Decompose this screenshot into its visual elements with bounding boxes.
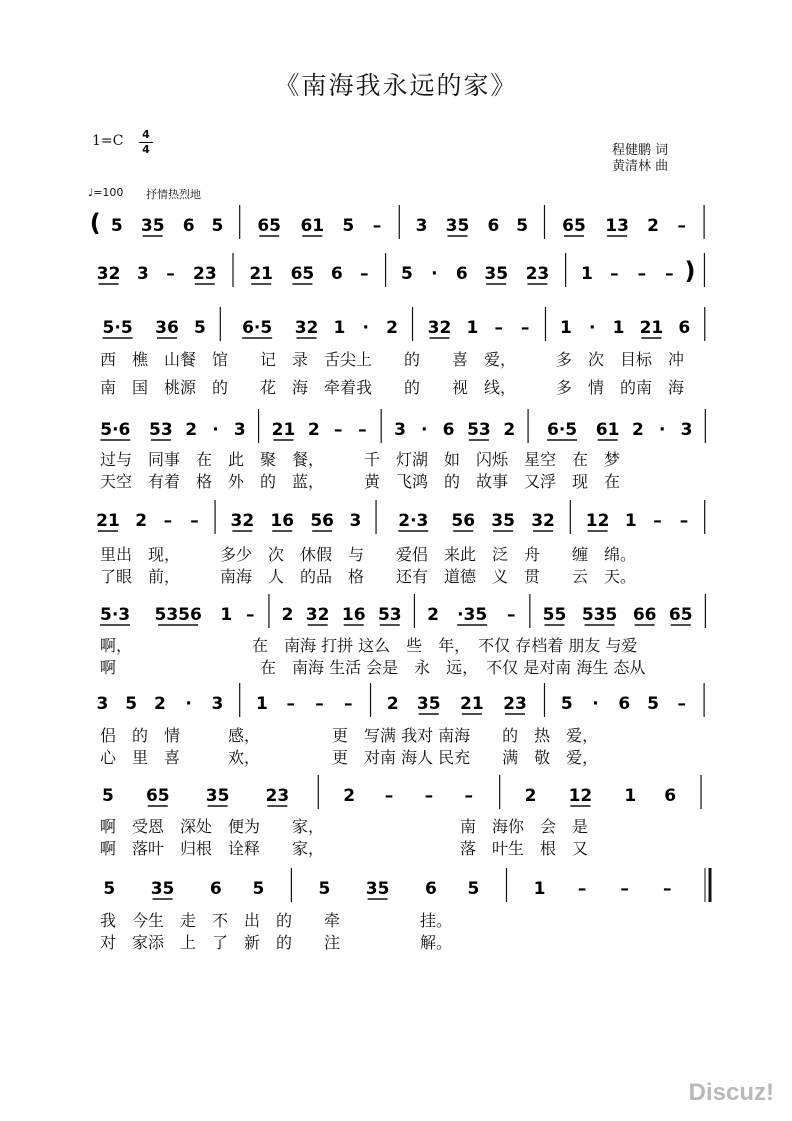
note: – — [343, 694, 353, 714]
note: 2 — [632, 420, 644, 440]
note: 13 — [605, 216, 629, 236]
note: 1 — [624, 786, 637, 806]
note: 55 — [542, 605, 567, 625]
note: 35 — [416, 694, 441, 714]
note: 5 — [211, 216, 224, 236]
lyric-line-6-verse-2: 啊 在 南海 生活 会是 永 远， 不仅 是对南 海生 态从 — [100, 658, 646, 677]
note: · — [588, 318, 596, 338]
note: 2 — [281, 605, 294, 625]
note: 5·6 — [100, 420, 131, 440]
note: 1 — [333, 318, 346, 338]
note: – — [663, 879, 672, 899]
note: · — [592, 694, 599, 714]
note: – — [677, 694, 687, 714]
note: – — [494, 318, 503, 338]
note: 53 — [467, 420, 491, 440]
note: 23 — [525, 264, 550, 284]
note: 12 — [568, 786, 593, 806]
note: 2 — [135, 511, 148, 531]
note: 5 — [193, 318, 206, 338]
note: 5 — [560, 694, 573, 714]
note: 3 — [96, 694, 109, 714]
note: – — [163, 511, 173, 531]
note: – — [333, 420, 343, 440]
lyric-line-4-verse-1: 过与 同事 在 此 聚 餐， 千 灯湖 如 闪烁 星空 在 梦 — [100, 450, 621, 469]
note: – — [384, 786, 394, 806]
note: · — [421, 420, 428, 440]
note: – — [358, 420, 367, 440]
lyric-line-7-verse-2: 心 里 喜 欢， 更 对南 海人 民充 满 敬 爱， — [100, 748, 599, 767]
note: – — [653, 511, 662, 531]
note: 5·3 — [99, 605, 131, 625]
composer-credit: 黄清林 曲 — [612, 159, 669, 174]
note: 21 — [639, 318, 664, 338]
note: 6·5 — [242, 318, 273, 338]
note: 3 — [137, 264, 149, 284]
note: 1 — [581, 264, 593, 284]
note: 35 — [140, 216, 165, 236]
lyric-line-9-verse-1: 我 今生 走 不 出 的 牵 挂。 — [100, 911, 453, 930]
note: – — [286, 694, 295, 714]
note: 36 — [155, 318, 179, 338]
note: – — [679, 511, 689, 531]
note: 32 — [427, 318, 452, 338]
note: 5 — [125, 694, 138, 714]
note: · — [362, 318, 370, 338]
note: – — [637, 264, 647, 284]
lyric-line-7-verse-1: 侣 的 情 感， 更 写满 我对 南海 的 热 爱， — [100, 726, 599, 745]
note: 6 — [618, 694, 631, 714]
tempo-marking: ♩=100 — [88, 186, 124, 199]
note: 3 — [394, 420, 406, 440]
lyric-line-9-verse-2: 对 家添 上 了 新 的 注 解。 — [100, 933, 453, 952]
note: 61 — [595, 420, 620, 440]
note: 1 — [559, 318, 572, 338]
note: 2 — [185, 420, 198, 440]
note: 65 — [290, 264, 315, 284]
note: 65 — [562, 216, 586, 236]
note: 6 — [678, 318, 691, 338]
meter-top: 4 — [142, 128, 150, 141]
note: 5 — [102, 786, 114, 806]
note: · — [658, 420, 666, 440]
note: 5 — [400, 264, 413, 284]
note: 35 — [150, 879, 175, 899]
lyric-line-5-verse-1: 里出 现， 多少 次 休假 与 爱侣 来此 泛 舟 缠 绵。 — [100, 545, 637, 564]
note: 1 — [612, 318, 625, 338]
note: 6·5 — [547, 420, 578, 440]
note: 35 — [205, 786, 230, 806]
note: 5 — [647, 694, 659, 714]
note: ) — [684, 257, 696, 285]
expression-marking: 抒情热烈地 — [146, 188, 201, 201]
note: 5 — [110, 216, 123, 236]
note: 56 — [451, 511, 476, 531]
note: – — [620, 879, 629, 899]
lyric-line-8-verse-1: 啊 受恩 深处 便为 家， 南 海你 会 是 — [100, 817, 589, 836]
note: 16 — [341, 605, 366, 625]
note: 5356 — [154, 605, 202, 625]
note: 23 — [265, 786, 290, 806]
note: 1 — [624, 511, 637, 531]
note: 21 — [460, 694, 484, 714]
note: – — [520, 318, 530, 338]
note: – — [577, 879, 587, 899]
note: 32 — [230, 511, 255, 531]
song-title: 《南海我永远的家》 — [274, 71, 518, 100]
note: 35 — [365, 879, 390, 899]
note: 61 — [300, 216, 325, 236]
note: 3 — [680, 420, 693, 440]
note: 2 — [427, 605, 439, 625]
note: 3 — [233, 420, 246, 440]
note: 2 — [647, 216, 659, 236]
note: 2 — [524, 786, 537, 806]
note: 5 — [318, 879, 331, 899]
note: 2 — [153, 694, 166, 714]
lyric-line-8-verse-2: 啊 落叶 归根 诠释 家， 落 叶生 根 又 — [100, 839, 589, 858]
note: ·35 — [457, 605, 488, 625]
note: 6 — [209, 879, 222, 899]
note: 6 — [455, 264, 468, 284]
note: · — [185, 694, 192, 714]
note: 2 — [343, 786, 356, 806]
note: 65 — [145, 786, 170, 806]
note: 23 — [503, 694, 527, 714]
watermark: Discuz! — [688, 1079, 774, 1106]
note: 6 — [330, 264, 343, 284]
note: · — [212, 420, 219, 440]
note: 535 — [581, 605, 618, 625]
note: 32 — [531, 511, 555, 531]
note: – — [315, 694, 324, 714]
note: 21 — [249, 264, 274, 284]
note: 65 — [668, 605, 693, 625]
note: 1 — [533, 879, 546, 899]
note: 2 — [503, 420, 516, 440]
note: 6 — [182, 216, 195, 236]
note: – — [166, 264, 175, 284]
note: – — [610, 264, 619, 284]
note: 32 — [294, 318, 319, 338]
note: 2 — [386, 318, 399, 338]
note: 21 — [96, 511, 120, 531]
note: 32 — [96, 264, 121, 284]
note: – — [360, 264, 369, 284]
note: 5 — [467, 879, 480, 899]
note: 5 — [252, 879, 265, 899]
note: 6 — [424, 879, 437, 899]
note: – — [464, 786, 474, 806]
note: 6 — [664, 786, 677, 806]
note: 21 — [271, 420, 296, 440]
note: 3 — [415, 216, 428, 236]
lyric-line-3-verse-2: 南 国 桃源 的 花 海 牵着我 的 视 线， 多 情 的南 海 — [100, 378, 685, 397]
note: 5 — [103, 879, 116, 899]
note: 6 — [442, 420, 455, 440]
meter-bottom: 4 — [142, 143, 150, 156]
lyric-line-5-verse-2: 了眼 前， 南海 人 的品 格 还有 道德 义 贯 云 天。 — [100, 567, 637, 586]
note: 5 — [516, 216, 529, 236]
note: 23 — [192, 264, 217, 284]
note: ( — [89, 209, 101, 237]
note: 3 — [349, 511, 362, 531]
lyric-line-4-verse-2: 天空 有着 格 外 的 蓝， 黄 飞鸿 的 故事 又浮 现 在 — [100, 472, 621, 491]
note: 3 — [211, 694, 224, 714]
note: 53 — [377, 605, 402, 625]
note: 1 — [466, 318, 479, 338]
note: 65 — [257, 216, 281, 236]
note: 35 — [445, 216, 470, 236]
lyric-line-6-verse-1: 啊， 在 南海 打拼 这么 些 年， 不仅 存档着 朋友 与爱 — [100, 636, 638, 655]
note: 35 — [484, 264, 509, 284]
key-signature: 1=C — [92, 133, 124, 149]
note: 5·5 — [102, 318, 133, 338]
note: 2 — [386, 694, 399, 714]
note: – — [665, 264, 674, 284]
note: 1 — [256, 694, 268, 714]
note: – — [190, 511, 199, 531]
note: · — [431, 264, 438, 284]
note: 6 — [487, 216, 500, 236]
note: 66 — [632, 605, 657, 625]
lyricist-credit: 程健鹏 词 — [612, 143, 669, 158]
note: – — [246, 605, 255, 625]
note: 5 — [342, 216, 355, 236]
note: – — [506, 605, 516, 625]
note: 12 — [585, 511, 610, 531]
note: 1 — [220, 605, 233, 625]
note: 56 — [310, 511, 335, 531]
lyric-line-3-verse-1: 西 樵 山餐 馆 记 录 舌尖上 的 喜 爱， 多 次 目标 冲 — [100, 350, 685, 369]
note: 2·3 — [398, 511, 429, 531]
note: 2 — [307, 420, 320, 440]
note: – — [372, 216, 382, 236]
note: – — [424, 786, 434, 806]
note: – — [677, 216, 687, 236]
note: 32 — [305, 605, 330, 625]
note: 53 — [149, 420, 173, 440]
note: 16 — [270, 511, 295, 531]
note: 35 — [491, 511, 515, 531]
